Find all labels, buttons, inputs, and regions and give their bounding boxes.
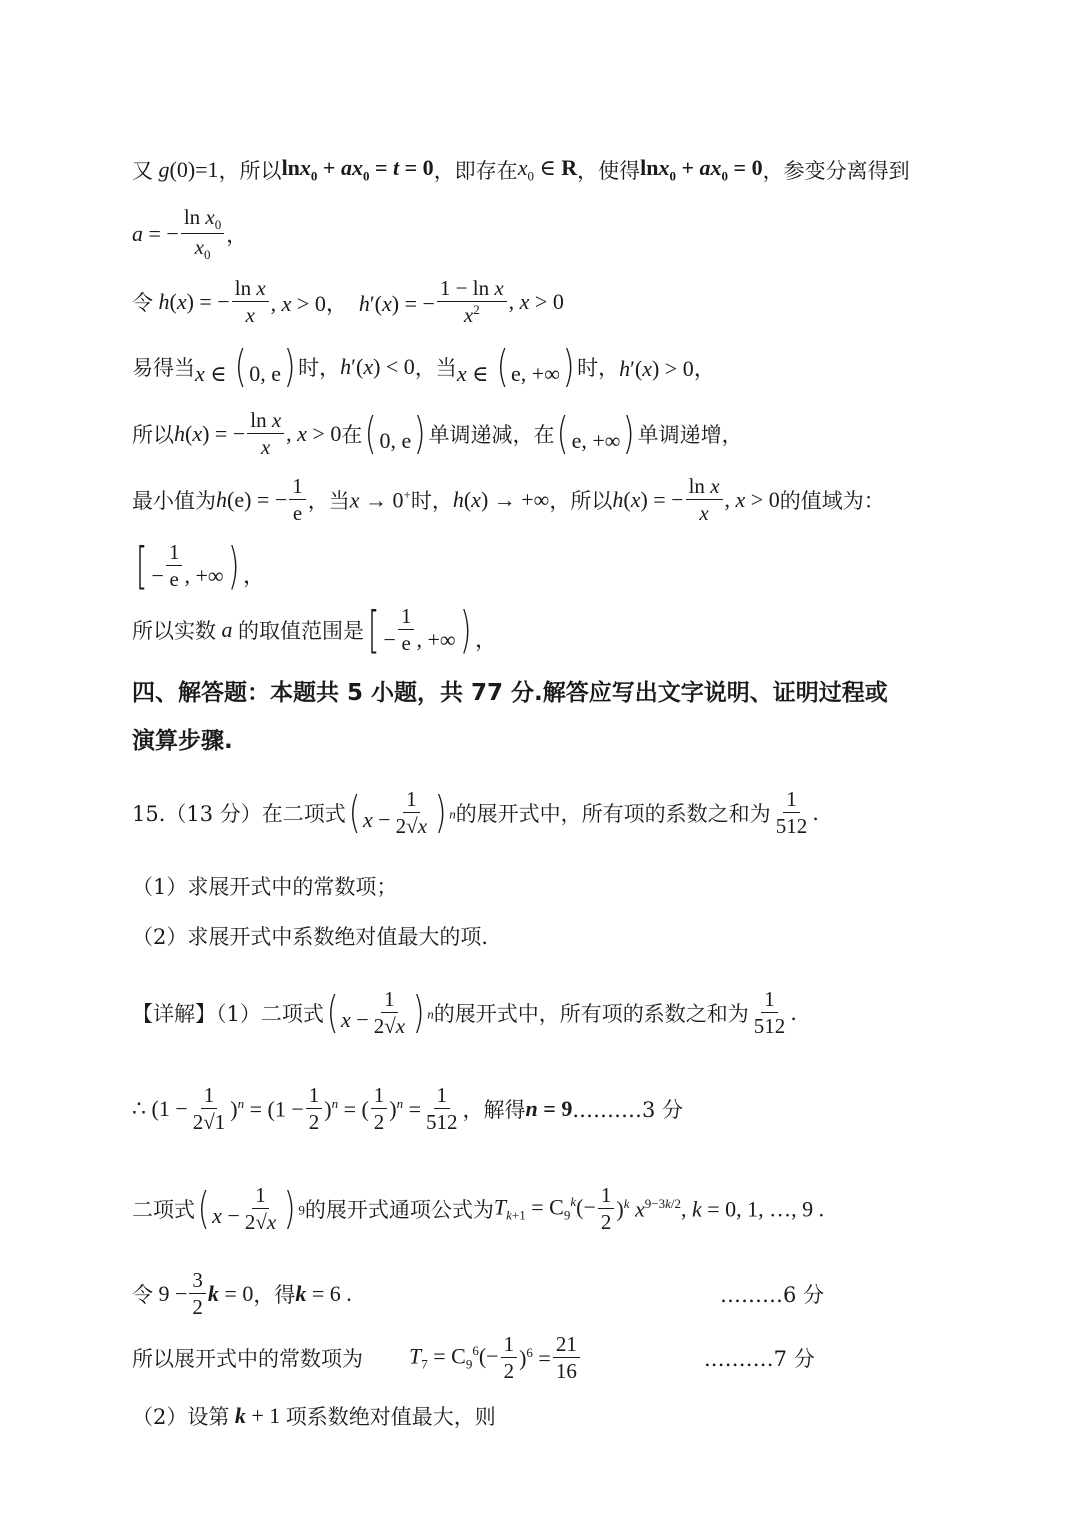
- fraction: $\frac{1}{512}$: [753, 986, 786, 1038]
- text: 的展开式中，所有项的系数之和为: [433, 1002, 749, 1026]
- formula: ) $^9$: [283, 1183, 305, 1234]
- text: 的值域为：: [779, 489, 885, 513]
- text: ，解得: [462, 1098, 526, 1122]
- formula: k = 0: [207, 1281, 254, 1306]
- fraction: $\frac{1}{2}$: [306, 1083, 323, 1135]
- score: .………3 分: [572, 1098, 684, 1122]
- question-part-2: [132, 918, 960, 954]
- text: ，参变分离得到: [762, 159, 910, 183]
- formula: )$^n$ = (: [324, 1095, 369, 1122]
- text: ，当: [307, 489, 350, 513]
- fraction: $\frac{1}{2}$: [371, 1083, 388, 1135]
- text: 最小值为: [132, 489, 216, 513]
- fraction: $\frac{1}{2√1}$: [192, 1082, 226, 1134]
- fraction: $\frac{1}{2√x}$: [244, 1182, 277, 1234]
- formula: h(x) = −: [158, 289, 230, 314]
- formula: h(x) = −: [174, 421, 246, 446]
- text: （1）求展开式中的常数项；: [132, 875, 398, 899]
- heading-text: 演算步骤.: [132, 727, 233, 754]
- formula: n = 9: [525, 1096, 573, 1121]
- text: 的展开式通项公式为: [304, 1198, 494, 1222]
- text: 【详解】（1）二项式: [132, 1002, 324, 1026]
- formula: 9 −: [153, 1281, 188, 1306]
- solution-line: [132, 1076, 960, 1142]
- formula: , x > 0: [508, 289, 564, 314]
- solution-line: [132, 1398, 960, 1434]
- formula: , +∞) ，: [416, 601, 498, 659]
- text: （2）设第: [132, 1405, 230, 1429]
- question-part-1: [132, 868, 960, 904]
- formula: k + 1: [234, 1403, 286, 1428]
- score: ………6 分: [720, 1283, 825, 1307]
- text: 单调递增，: [637, 423, 743, 447]
- text: .: [812, 801, 819, 825]
- text: 在: [341, 423, 363, 447]
- text: ，所以: [549, 489, 613, 513]
- formula: , x > 0: [286, 421, 342, 446]
- text: .: [790, 1001, 797, 1025]
- formula: )$^6$ =: [519, 1344, 551, 1371]
- text: 易得当: [132, 356, 195, 380]
- fraction: $\frac{1}{2√x}$: [395, 786, 428, 838]
- text: 单调递减，在: [428, 423, 555, 447]
- formula: ) $^n$: [434, 787, 456, 838]
- text: ，得: [253, 1283, 296, 1307]
- formula: h(x) = −: [612, 487, 684, 512]
- formula: k = 6 .: [295, 1281, 352, 1306]
- formula: [ −: [135, 537, 164, 595]
- text: 时，: [577, 356, 620, 380]
- formula: $T_7 = C_9^6(-$: [409, 1343, 499, 1372]
- formula: ( e, +∞): [557, 408, 636, 459]
- solution-line: [132, 1176, 960, 1242]
- text: （2）求展开式中系数绝对值最大的项.: [132, 925, 489, 949]
- text: ，即存在: [433, 159, 518, 183]
- solution-line: [132, 1266, 960, 1322]
- formula: ∴ (1 −: [132, 1096, 188, 1121]
- text: 二项式: [132, 1198, 195, 1222]
- formula: a = −: [132, 221, 179, 246]
- formula: h′(x) < 0: [340, 354, 415, 379]
- text-line: [132, 602, 960, 658]
- fraction: $\frac{\text{ln x}}{x}$: [247, 408, 284, 460]
- formula: h(e) = −: [216, 487, 288, 512]
- formula: ( x −: [348, 787, 391, 838]
- formula: h(x) → +∞: [452, 487, 550, 512]
- text: 时，: [298, 356, 341, 380]
- text: 所以实数: [132, 619, 216, 643]
- fraction: $\frac{\text{ln x}}{x}$: [686, 474, 723, 526]
- text: ，使得: [577, 159, 641, 183]
- text-line: [132, 472, 960, 528]
- fraction: $\frac{\ln x_0}{x_0}$: [181, 205, 224, 263]
- formula: g(0)=1: [158, 157, 219, 182]
- question-15: [132, 780, 960, 846]
- section-heading: [132, 670, 960, 710]
- formula: x → 0+: [349, 486, 411, 513]
- formula: ( x −: [326, 987, 369, 1038]
- fraction: $\frac{\text{ln x}}{x}$: [232, 276, 269, 328]
- text: ，所以: [218, 159, 282, 183]
- formula: h′(x) > 0，: [619, 355, 716, 381]
- text: 15.（13 分）在二项式: [132, 802, 346, 826]
- formula: )$^n$ = (1 −: [230, 1095, 304, 1122]
- formula: x ∈ ( 0, e): [195, 341, 296, 392]
- text: 的取值范围是: [238, 619, 364, 643]
- text: 项系数绝对值最大，则: [285, 1405, 496, 1429]
- text: 时，: [410, 489, 453, 513]
- text: 又: [132, 159, 153, 183]
- formula: , x > 0， h′(x) = −: [270, 290, 435, 316]
- fraction: $\frac{\text{1 − ln x}}{x^2}$: [437, 276, 507, 328]
- formula: $x_0$ ∈ R: [517, 155, 578, 184]
- fraction: $\frac{1}{2}$: [501, 1332, 518, 1384]
- fraction: $\frac{1}{e}$: [166, 540, 183, 592]
- fraction: $\frac{1}{2√x}$: [373, 986, 406, 1038]
- text-line: [132, 341, 960, 392]
- text: 令: [132, 1283, 153, 1307]
- formula: ) $^n$: [412, 987, 434, 1038]
- score: .………7 分: [704, 1347, 815, 1371]
- formula: )$^k$ $x^{9-3k/2}$, k = 0, 1, …, 9 .: [616, 1195, 825, 1222]
- formula-line: [132, 538, 960, 594]
- formula-line: [132, 206, 960, 262]
- formula: , x > 0: [724, 487, 780, 512]
- text: 所以: [132, 423, 174, 447]
- fraction: $\frac{21}{16}$: [553, 1332, 580, 1384]
- text: 所以展开式中的常数项为: [132, 1347, 363, 1371]
- formula: x ∈ ( e, +∞): [456, 341, 575, 392]
- formula: [ −: [367, 601, 396, 659]
- text-line: [132, 152, 960, 188]
- fraction: $\frac{1}{e}$: [398, 604, 415, 656]
- heading-text: 四、解答题：本题共 5 小题，共 77 分.解答应写出文字说明、证明过程或: [132, 679, 888, 706]
- text: 的展开式中，所有项的系数之和为: [455, 802, 771, 826]
- section-heading: [132, 718, 960, 758]
- text-line: [132, 406, 960, 462]
- solution-line: [132, 980, 960, 1046]
- text: ，当: [414, 356, 457, 380]
- fraction: $\frac{1}{512}$: [426, 1082, 458, 1134]
- formula: a: [216, 617, 238, 642]
- solution-line: [132, 1330, 960, 1386]
- formula: $\ln x_0 + ax_0 = t = 0$: [281, 155, 434, 184]
- text: 令: [132, 291, 153, 315]
- fraction: $\frac{1}{2}$: [598, 1183, 615, 1235]
- formula: ( 0, e): [364, 408, 426, 459]
- formula: $T_{k+1} = C_9^k(-$: [493, 1194, 596, 1223]
- text-line: [132, 274, 960, 330]
- fraction: $\frac{1}{512}$: [775, 786, 808, 838]
- text: ，: [226, 223, 248, 247]
- formula: $\ln x_0 + ax_0 = 0$: [640, 155, 763, 184]
- formula: , +∞) ，: [184, 537, 266, 595]
- formula: )$^n$ =: [389, 1095, 422, 1122]
- fraction: $\frac{3}{2}$: [189, 1268, 206, 1320]
- formula: ( x −: [197, 1183, 240, 1234]
- fraction: $\frac{1}{e}$: [289, 474, 306, 526]
